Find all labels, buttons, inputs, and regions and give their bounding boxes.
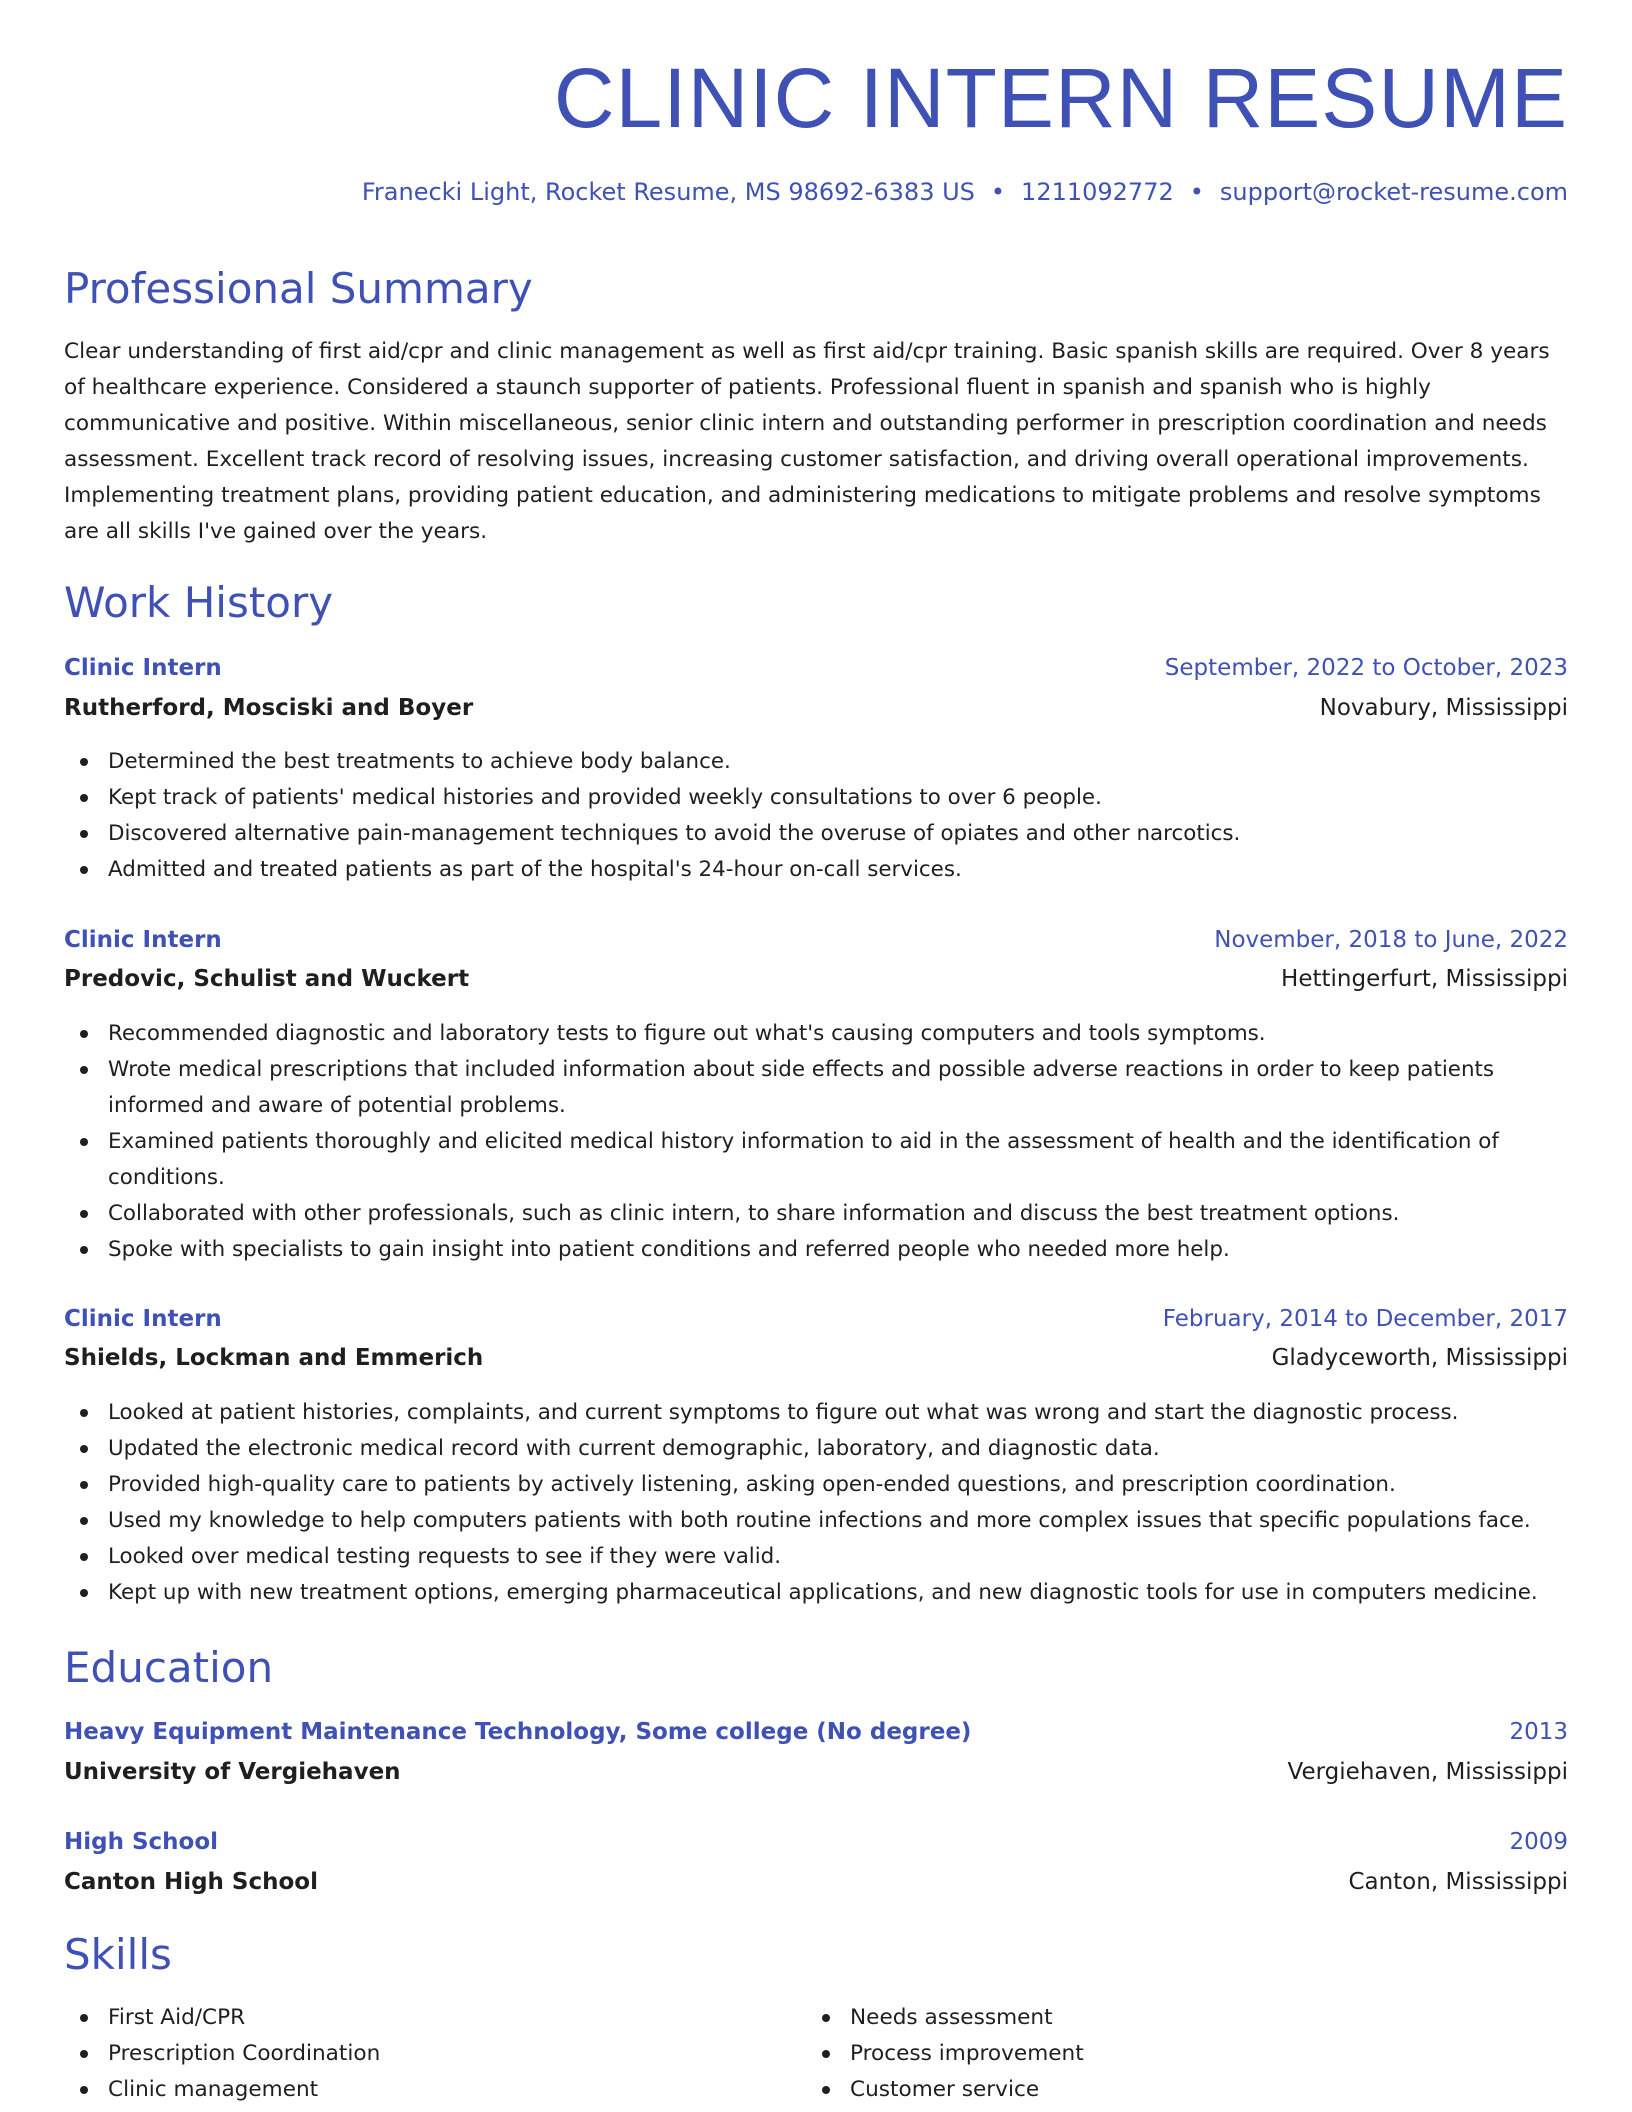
bullet-dot-icon [80, 1138, 88, 1146]
job-company: Shields, Lockman and Emmerich [64, 1345, 484, 1371]
bullet-dot-icon [80, 1030, 88, 1038]
skill-item [64, 2036, 764, 2072]
bullet-dot-icon [80, 1246, 88, 1254]
skill-text: Needs assessment [850, 2005, 1053, 2030]
job-bullet-text: Discovered alternative pain-management techniques to avoid the overuse of opiates and other narcotics. [108, 821, 1241, 846]
job-bullet-text: Admitted and treated patients as part of the hospital's 24-hour on-call services. [108, 857, 962, 882]
skill-item [806, 2000, 1506, 2036]
job-bullet-text: Collaborated with other professionals, such as clinic intern, to share information and discuss the best treatment options. [108, 1201, 1400, 1226]
bullet-dot-icon [80, 2050, 88, 2058]
job-company-row [64, 1342, 1568, 1374]
job-bullet [64, 1431, 1568, 1467]
bullet-dot-icon [80, 830, 88, 838]
job-title-row [64, 1303, 1568, 1335]
skills-heading: Skills [64, 1930, 172, 1979]
job-bullet [64, 1016, 1568, 1052]
bullet-dot-icon [822, 2086, 830, 2094]
bullet-dot-icon [80, 1553, 88, 1561]
job-bullet [64, 1503, 1568, 1539]
job-bullet-text: Updated the electronic medical record with current demographic, laboratory, and diagnostic data. [108, 1436, 1160, 1461]
job-role: Clinic Intern [64, 655, 222, 681]
job-bullet [64, 1232, 1568, 1268]
bullet-dot-icon [80, 758, 88, 766]
job-bullet [64, 744, 1568, 780]
job-bullet-text: Recommended diagnostic and laboratory tests to figure out what's causing computers and tools symptoms. [108, 1021, 1266, 1046]
education-location: Canton, Mississippi [1348, 1869, 1568, 1895]
education-school: University of Vergiehaven [64, 1759, 401, 1785]
resume-title: CLINIC INTERN RESUME [553, 51, 1568, 145]
education-degree: Heavy Equipment Maintenance Technology, Some college (No degree) [64, 1719, 972, 1745]
bullet-dot-icon [822, 2050, 830, 2058]
job-bullet-text: Kept up with new treatment options, emerging pharmaceutical applications, and new diagnostic tools for use in computers medicine. [108, 1580, 1538, 1605]
job-bullet-text: Wrote medical prescriptions that included information about side effects and possible adverse reactions in order to keep patients informed and aware of potential problems. [108, 1057, 1495, 1118]
job-company: Rutherford, Mosciski and Boyer [64, 695, 474, 721]
bullet-dot-icon [80, 1589, 88, 1597]
bullet-dot-icon [80, 2086, 88, 2094]
job-bullet-text: Determined the best treatments to achieve body balance. [108, 749, 731, 774]
job-location: Gladyceworth, Mississippi [1271, 1345, 1568, 1371]
job-bullet [64, 852, 1568, 888]
bullet-dot-icon [80, 1517, 88, 1525]
contact-address: Franecki Light, Rocket Resume, MS 98692-6383 US [361, 178, 975, 206]
job-bullet-text: Looked over medical testing requests to see if they were valid. [108, 1544, 782, 1569]
bullet-dot-icon [80, 2014, 88, 2022]
summary-heading: Professional Summary [64, 264, 533, 313]
skills-list-left [64, 2000, 764, 2108]
job-title-row [64, 924, 1568, 956]
education-year: 2013 [1509, 1719, 1568, 1745]
job-bullet [64, 1539, 1568, 1575]
job-bullets [64, 1395, 1568, 1611]
skill-text: Clinic management [108, 2077, 319, 2102]
job-bullet [64, 1575, 1568, 1611]
job-title-row [64, 652, 1568, 684]
job-bullet [64, 1467, 1568, 1503]
job-company-row [64, 692, 1568, 724]
job-bullet-text: Spoke with specialists to gain insight into patient conditions and referred people who needed more help. [108, 1237, 1230, 1262]
education-school: Canton High School [64, 1869, 318, 1895]
skill-item [806, 2072, 1506, 2108]
job-bullet [64, 1395, 1568, 1431]
education-degree-row [64, 1826, 1568, 1858]
job-bullet [64, 816, 1568, 852]
job-dates: November, 2018 to June, 2022 [1214, 927, 1568, 953]
job-bullets [64, 744, 1568, 888]
job-company: Predovic, Schulist and Wuckert [64, 966, 470, 992]
job-role: Clinic Intern [64, 1306, 222, 1332]
education-degree: High School [64, 1829, 219, 1855]
contact-phone: 1211092772 [1021, 178, 1174, 206]
education-degree-row [64, 1716, 1568, 1748]
bullet-dot-icon [80, 866, 88, 874]
job-bullet [64, 780, 1568, 816]
job-location: Hettingerfurt, Mississippi [1281, 966, 1568, 992]
skill-text: Prescription Coordination [108, 2041, 381, 2066]
skill-text: Process improvement [850, 2041, 1084, 2066]
job-bullet [64, 1052, 1568, 1124]
job-bullet-text: Provided high-quality care to patients by actively listening, asking open-ended questions, and prescription coordination. [108, 1472, 1396, 1497]
skill-item [64, 2072, 764, 2108]
work-history-heading: Work History [64, 578, 334, 627]
job-bullet-text: Used my knowledge to help computers patients with both routine infections and more complex issues that specific populations face. [108, 1508, 1531, 1533]
contact-separator: • [1189, 178, 1204, 206]
job-bullet-text: Examined patients thoroughly and elicited medical history information to aid in the assessment of health and the identification of conditions. [108, 1129, 1499, 1190]
education-heading: Education [64, 1643, 274, 1692]
contact-email: support@rocket-resume.com [1219, 178, 1568, 206]
education-year: 2009 [1509, 1829, 1568, 1855]
summary-text: Clear understanding of first aid/cpr and clinic management as well as first aid/cpr training. Basic spanish skills are required. Over 8 years of healthcare experience. Considered a staunch supporter of patients. Professional fluent in spanish and spanish who is highly communicative and positive. Within miscellaneous, senior clinic intern and outstanding performer in prescription coordination and needs assessment. Excellent track record of resolving issues, increasing customer satisfaction, and driving overall operational improvements. Implementing treatment plans, providing patient education, and administering medications to mitigate problems and resolve symptoms are all skills I've gained over the years. [64, 339, 1550, 544]
bullet-dot-icon [80, 1210, 88, 1218]
bullet-dot-icon [80, 1066, 88, 1074]
job-location: Novabury, Mississippi [1319, 695, 1568, 721]
education-location: Vergiehaven, Mississippi [1287, 1759, 1568, 1785]
skills-list-right [806, 2000, 1506, 2108]
job-bullet [64, 1196, 1568, 1232]
job-bullet [64, 1124, 1568, 1196]
job-bullet-text: Looked at patient histories, complaints, and current symptoms to figure out what was wrong and start the diagnostic process. [108, 1400, 1459, 1425]
job-company-row [64, 963, 1568, 995]
skill-item [64, 2000, 764, 2036]
education-school-row [64, 1756, 1568, 1788]
bullet-dot-icon [80, 794, 88, 802]
skill-item [806, 2036, 1506, 2072]
skill-text: First Aid/CPR [108, 2005, 246, 2030]
job-dates: February, 2014 to December, 2017 [1162, 1306, 1568, 1332]
bullet-dot-icon [80, 1481, 88, 1489]
job-bullet-text: Kept track of patients' medical histories and provided weekly consultations to over 6 people. [108, 785, 1102, 810]
bullet-dot-icon [80, 1409, 88, 1417]
bullet-dot-icon [822, 2014, 830, 2022]
bullet-dot-icon [80, 1445, 88, 1453]
job-role: Clinic Intern [64, 927, 222, 953]
education-school-row [64, 1866, 1568, 1898]
job-bullets [64, 1016, 1568, 1268]
job-dates: September, 2022 to October, 2023 [1164, 655, 1568, 681]
contact-separator: • [990, 178, 1006, 206]
skill-text: Customer service [850, 2077, 1040, 2102]
contact-line [362, 180, 1568, 204]
